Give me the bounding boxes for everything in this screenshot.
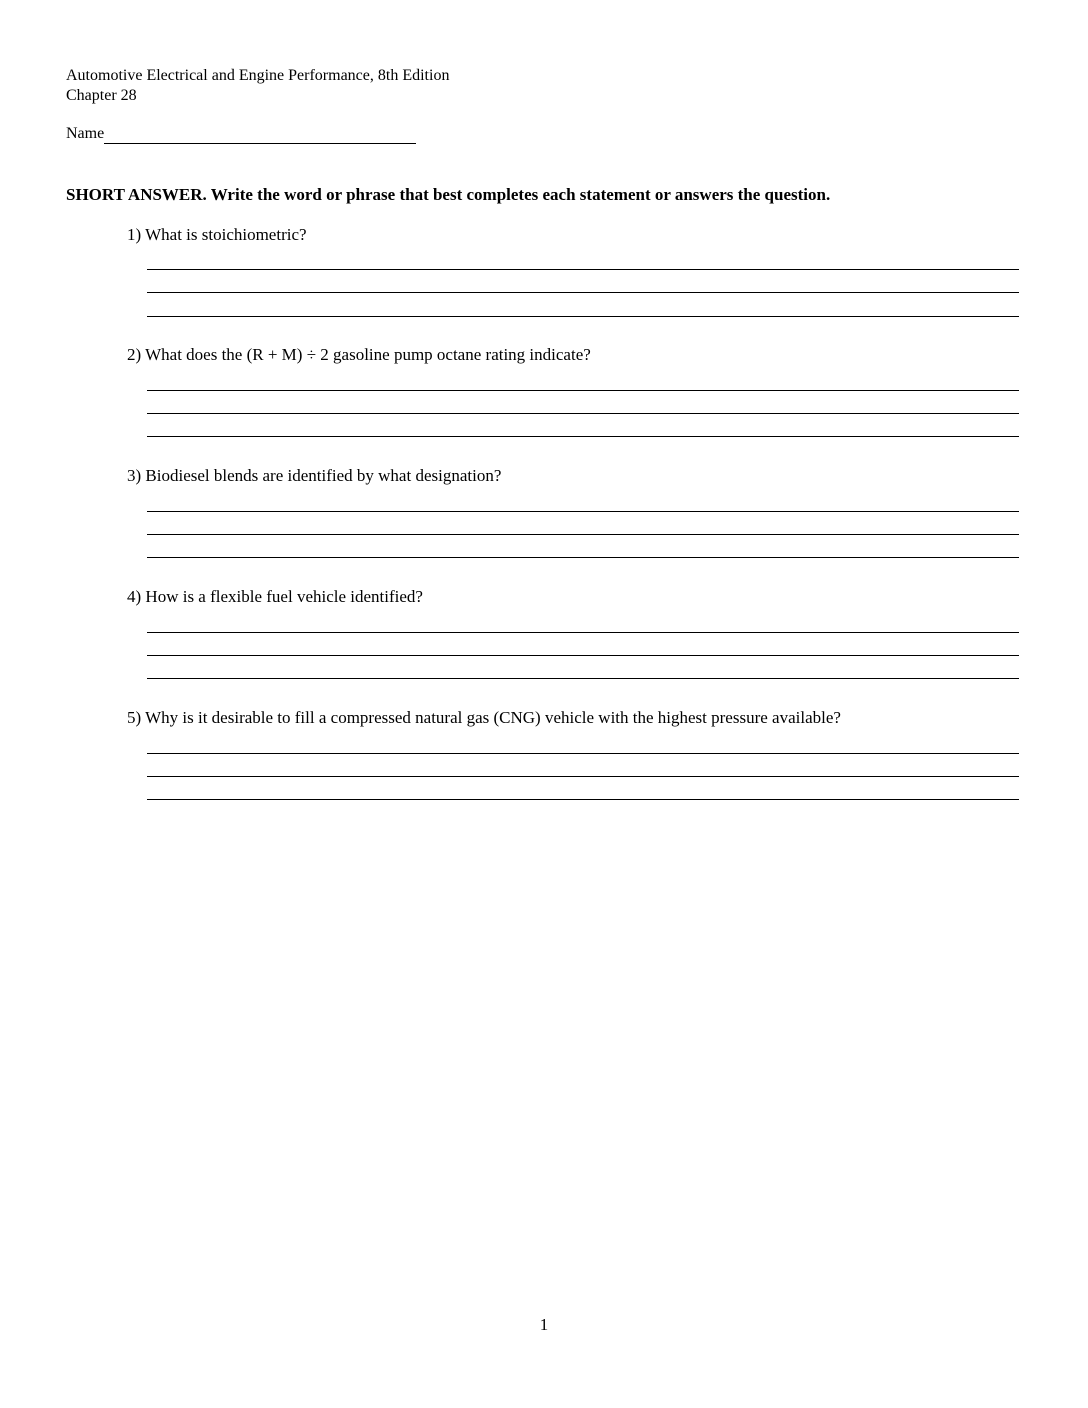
answer-line[interactable] — [147, 413, 1019, 414]
answer-line[interactable] — [147, 390, 1019, 391]
question-3 — [127, 465, 1022, 487]
page-number: 1 — [539, 1315, 549, 1334]
question-text: 2) What does the (R + M) ÷ 2 gasoline pump octane rating indicate? — [127, 345, 591, 364]
name-field[interactable] — [104, 125, 416, 144]
answer-line[interactable] — [147, 776, 1019, 777]
name-label: Name — [66, 125, 105, 142]
name-row — [66, 124, 416, 144]
answer-line[interactable] — [147, 655, 1019, 656]
answer-line[interactable] — [147, 316, 1019, 317]
answer-line[interactable] — [147, 436, 1019, 437]
question-text: 1) What is stoichiometric? — [127, 225, 307, 244]
answer-line[interactable] — [147, 269, 1019, 270]
answer-line[interactable] — [147, 678, 1019, 679]
question-5 — [127, 707, 1022, 729]
question-text: 5) Why is it desirable to fill a compressed natural gas (CNG) vehicle with the highest pressure available? — [127, 708, 841, 727]
chapter-label: Chapter 28 — [66, 87, 137, 104]
section-instructions: SHORT ANSWER. Write the word or phrase that best completes each statement or answers the question. — [66, 185, 831, 204]
question-text: 3) Biodiesel blends are identified by what designation? — [127, 466, 502, 485]
answer-line[interactable] — [147, 557, 1019, 558]
book-title: Automotive Electrical and Engine Performance, 8th Edition — [66, 67, 450, 84]
answer-line[interactable] — [147, 632, 1019, 633]
answer-line[interactable] — [147, 534, 1019, 535]
question-2 — [127, 344, 1022, 366]
answer-line[interactable] — [147, 799, 1019, 800]
question-4 — [127, 586, 1022, 608]
answer-line[interactable] — [147, 511, 1019, 512]
answer-line[interactable] — [147, 753, 1019, 754]
question-1 — [127, 224, 1022, 246]
answer-line[interactable] — [147, 292, 1019, 293]
question-text: 4) How is a flexible fuel vehicle identified? — [127, 587, 423, 606]
